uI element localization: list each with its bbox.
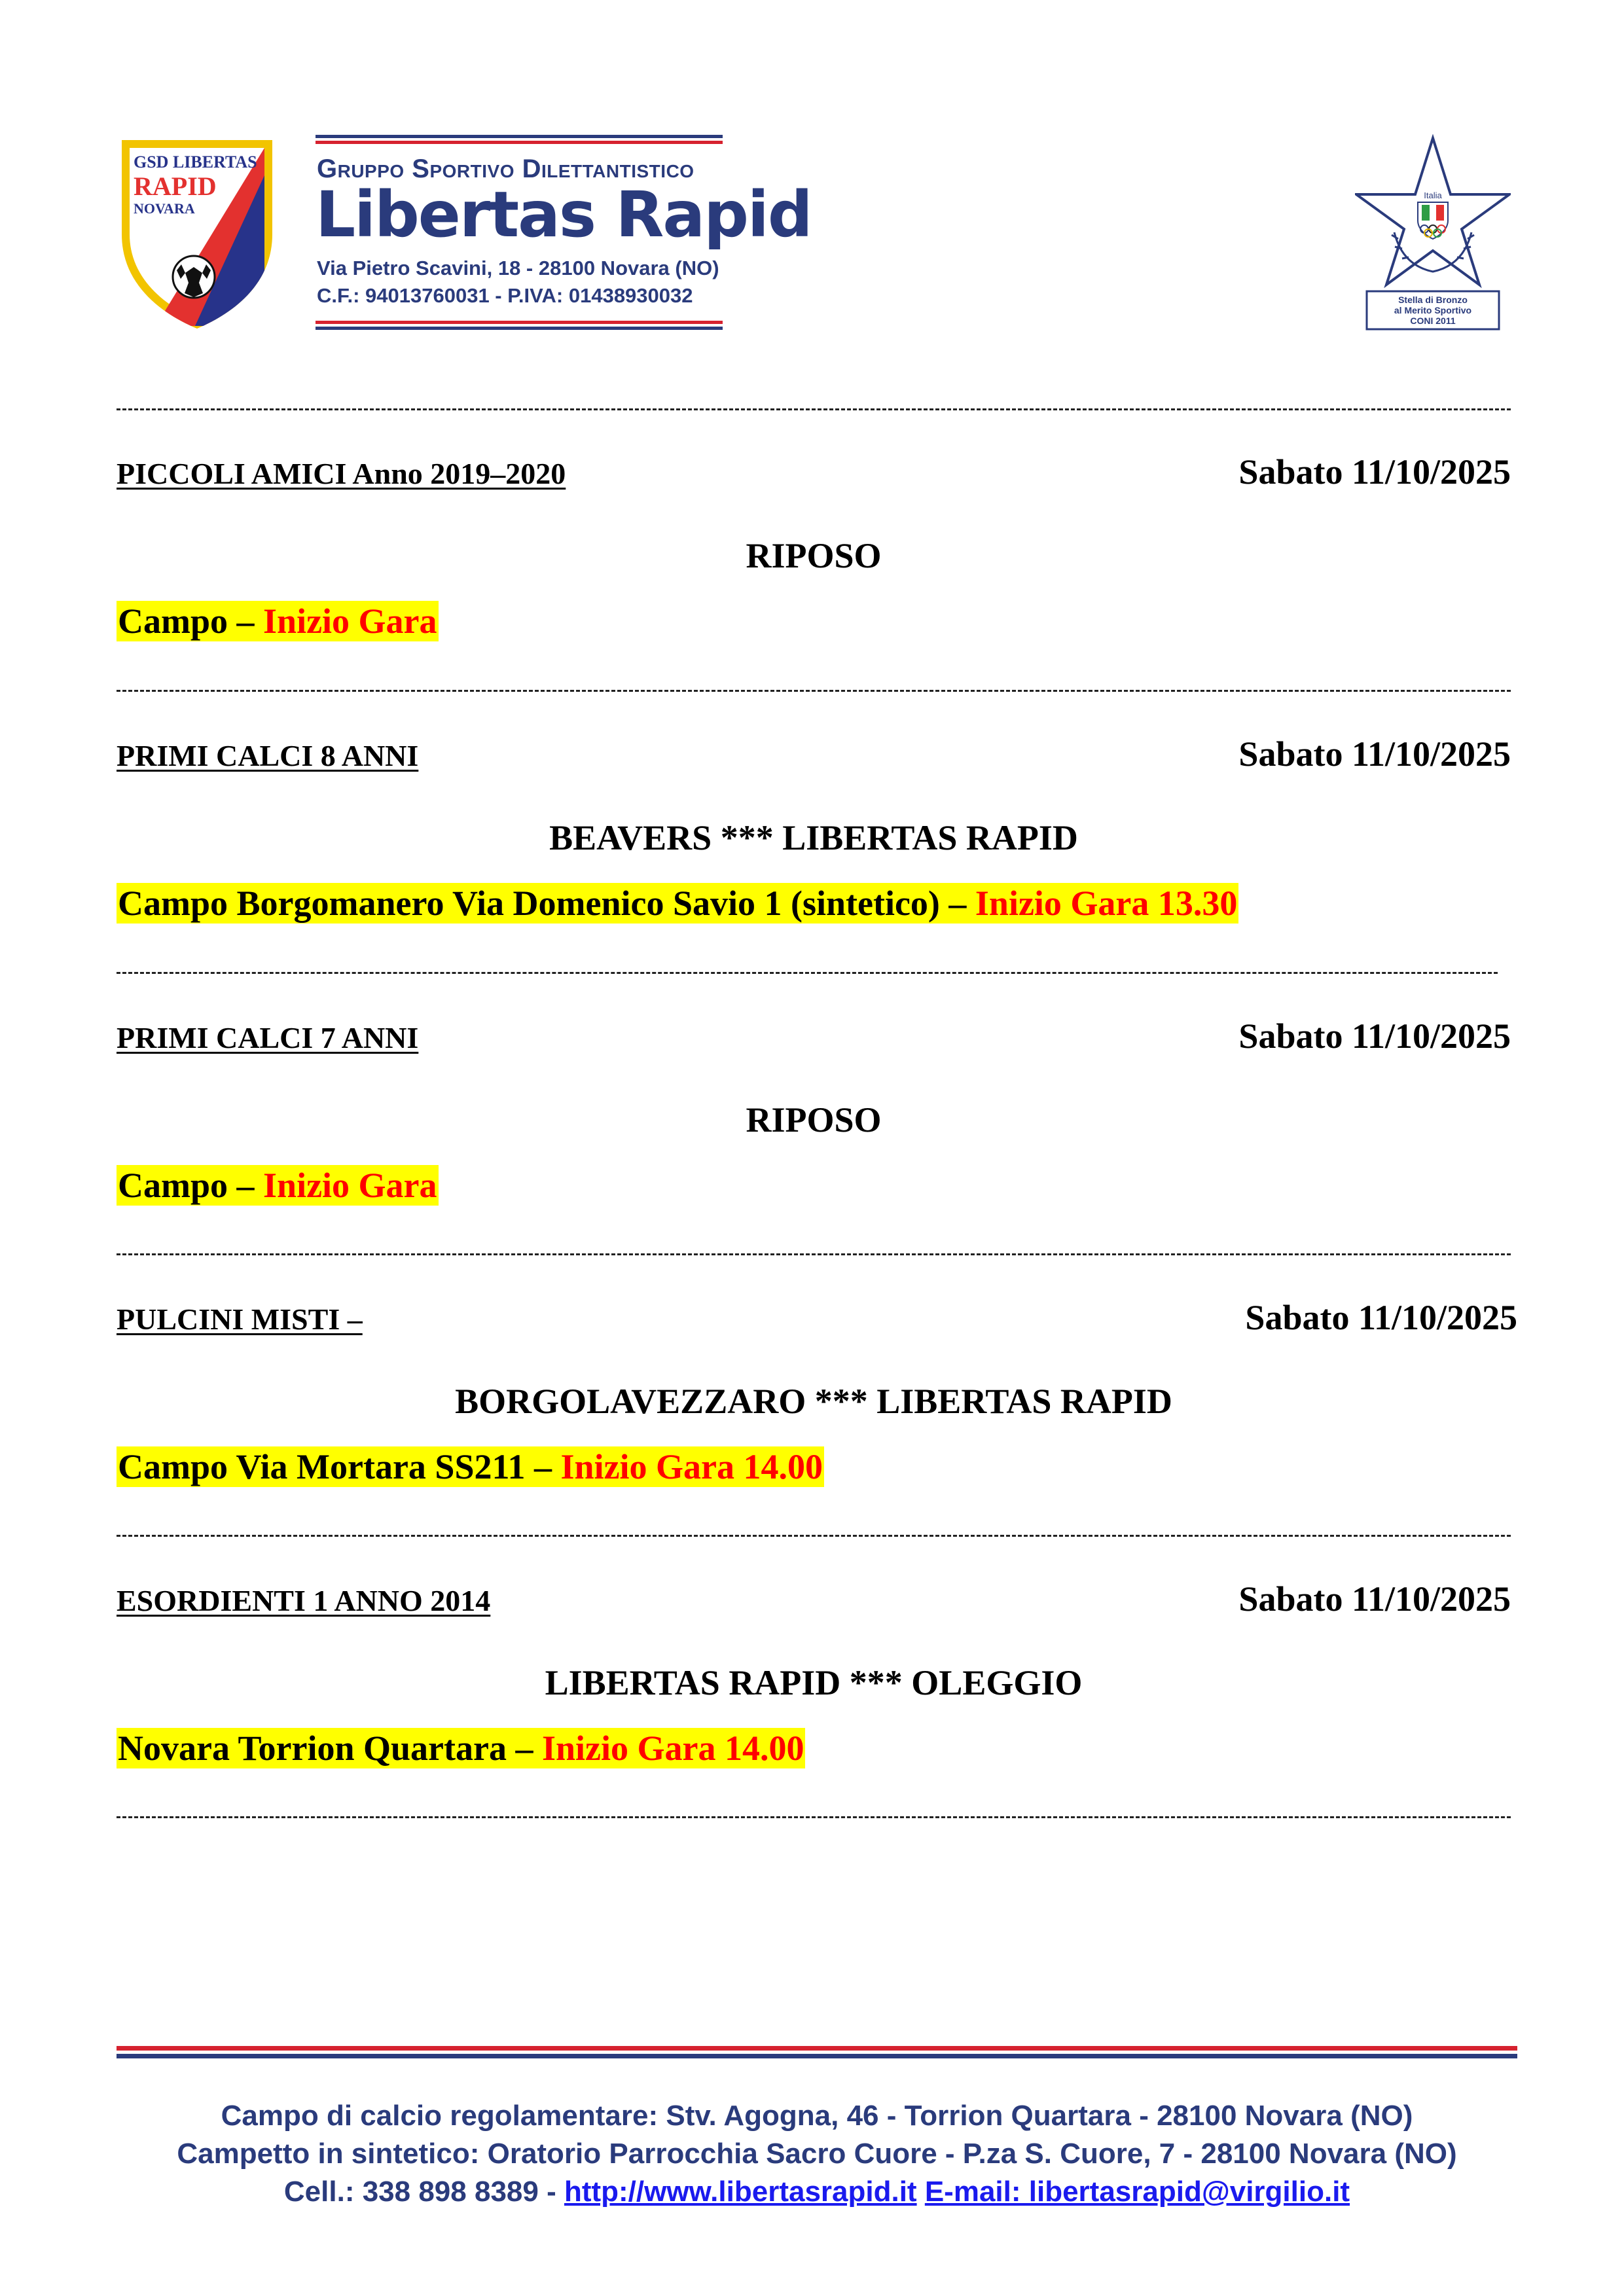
- match-title: RIPOSO: [746, 1100, 882, 1139]
- coni-badge-line1: Stella di Bronzo: [1398, 295, 1468, 305]
- match-date: Sabato 11/10/2025: [1238, 1579, 1511, 1619]
- coni-badge-line2: al Merito Sportivo: [1394, 305, 1472, 315]
- category-label: PICCOLI AMICI Anno 2019–2020: [117, 457, 566, 490]
- footer-pitch-address: Campetto in sintetico: Oratorio Parrocchia Sacro Cuore - P.za S. Cuore, 7 - 28100 Novara (NO): [177, 2138, 1457, 2170]
- match-title: BORGOLAVEZZARO *** LIBERTAS RAPID: [455, 1382, 1172, 1421]
- coni-badge: [1355, 134, 1511, 331]
- footer-contacts: [117, 2176, 1517, 2208]
- category-label: PRIMI CALCI 7 ANNI: [117, 1021, 419, 1054]
- separator: [117, 972, 1498, 975]
- footer-rule-red: [117, 2046, 1517, 2051]
- venue-line: [117, 1165, 439, 1206]
- match-title: BEAVERS *** LIBERTAS RAPID: [549, 818, 1078, 857]
- venue-text: Campo –: [118, 1166, 264, 1205]
- club-logo: [117, 136, 278, 332]
- start-time: Inizio Gara: [263, 601, 437, 641]
- separator: [117, 690, 1511, 693]
- match-title: RIPOSO: [746, 536, 882, 575]
- separator: [117, 1535, 1511, 1538]
- letterhead-org-type: Gruppo Sportivo Dilettantistico: [317, 154, 695, 183]
- venue-text: Novara Torrion Quartara –: [118, 1729, 542, 1768]
- coni-badge-line3: CONI 2011: [1410, 315, 1456, 326]
- club-logo-line2: RAPID: [134, 171, 217, 201]
- start-time: Inizio Gara: [263, 1166, 437, 1205]
- start-time: Inizio Gara 14.00: [541, 1729, 804, 1768]
- separator: [117, 1253, 1511, 1257]
- venue-line: [117, 883, 1238, 924]
- letterhead-address: Via Pietro Scavini, 18 - 28100 Novara (NO): [317, 257, 719, 279]
- footer-rule-blue: [117, 2054, 1517, 2058]
- match-date: Sabato 11/10/2025: [1238, 452, 1511, 492]
- club-logo-line1: GSD LIBERTAS: [134, 152, 257, 171]
- letterhead: [316, 135, 812, 332]
- start-time: Inizio Gara 13.30: [975, 884, 1238, 923]
- website-link[interactable]: http://www.libertasrapid.it: [564, 2176, 917, 2208]
- venue-text: Campo Borgomanero Via Domenico Savio 1 (sintetico) –: [118, 884, 975, 923]
- category-label: PRIMI CALCI 8 ANNI: [117, 739, 419, 772]
- footer-phone: Cell.: 338 898 8389 -: [283, 2176, 564, 2208]
- email-link[interactable]: E-mail: libertasrapid@virgilio.it: [924, 2176, 1350, 2208]
- separator: [117, 1816, 1511, 1820]
- category-label: PULCINI MISTI –: [117, 1302, 363, 1336]
- letterhead-tax-ids: C.F.: 94013760031 - P.IVA: 01438930032: [317, 284, 693, 307]
- venue-text: Campo –: [118, 601, 264, 641]
- start-time: Inizio Gara 14.00: [560, 1447, 823, 1486]
- venue-line: [117, 1728, 805, 1768]
- footer-field-address: Campo di calcio regolamentare: Stv. Agogna, 46 - Torrion Quartara - 28100 Novara (NO): [221, 2100, 1413, 2132]
- venue-text: Campo Via Mortara SS211 –: [118, 1447, 561, 1486]
- match-date: Sabato 11/10/2025: [1238, 734, 1511, 774]
- venue-line: [117, 601, 439, 641]
- match-date: Sabato 11/10/2025: [1238, 1016, 1511, 1056]
- letterhead-club-name: Libertas Rapid: [316, 178, 812, 251]
- venue-line: [117, 1446, 824, 1487]
- separator: [117, 408, 1511, 412]
- coni-badge-country: Italia: [1424, 190, 1442, 200]
- match-title: LIBERTAS RAPID *** OLEGGIO: [545, 1663, 1083, 1702]
- club-logo-line3: NOVARA: [134, 200, 195, 217]
- category-label: ESORDIENTI 1 ANNO 2014: [117, 1584, 491, 1617]
- match-date: Sabato 11/10/2025: [1245, 1298, 1517, 1337]
